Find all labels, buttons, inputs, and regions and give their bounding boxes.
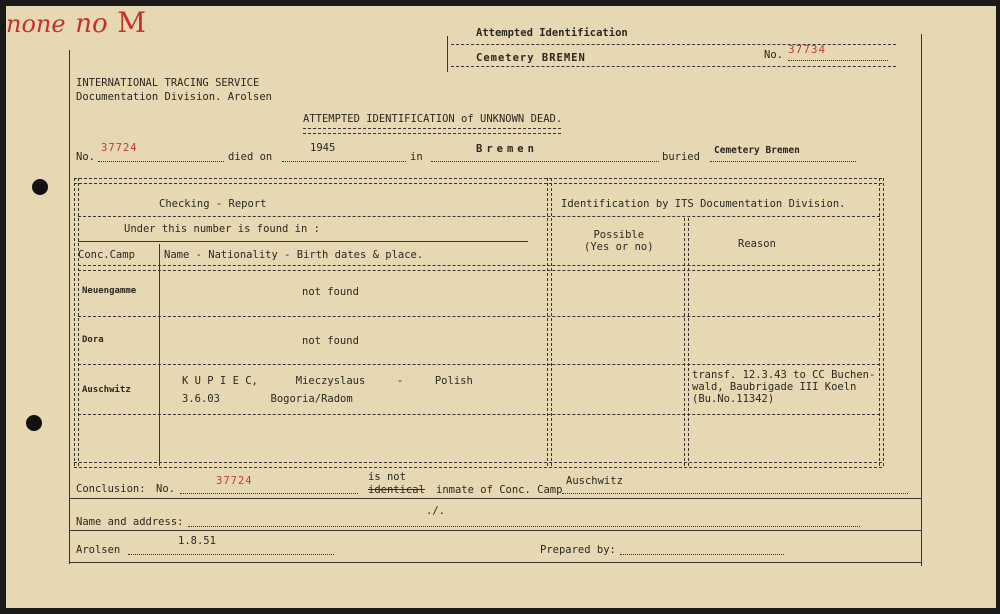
handwritten-none: none [6,10,66,38]
col-camp-header: Conc.Camp [78,249,135,261]
row3-reason-line2: wald, Baubrigade III Koeln [692,381,857,393]
conclusion-label: Conclusion: [76,483,146,495]
checking-header: Checking - Report [159,198,267,210]
table-top-border [74,178,882,184]
row3-rule [78,414,880,415]
name-address-rule [69,530,921,531]
header-rule-2 [451,66,896,67]
left-margin-line [69,50,70,564]
header-box-left [447,36,448,72]
conclusion-camp: Auschwitz [566,475,623,487]
org-line-2: Documentation Division. Arolsen [76,91,272,103]
header-no-label: No. [764,49,783,61]
place-dots [431,161,659,162]
row1-rule [78,316,880,317]
footer-place: Arolsen [76,544,121,556]
row3-reason-line3: (Bu.No.11342) [692,393,775,405]
table-middle-divider [547,178,552,466]
org-line-1: INTERNATIONAL TRACING SERVICE [76,77,260,89]
table-left-border [74,178,79,466]
footer-date: 1.8.51 [178,535,216,547]
place-value: Bremen [476,143,538,155]
footer-date-dots [128,554,334,555]
row1-camp: Neuengamme [82,286,137,296]
header-no-value: 37734 [788,43,827,56]
conclusion-no-value: 37724 [216,475,253,487]
record-no-value: 37724 [101,142,138,154]
prepared-by-label: Prepared by: [540,544,616,556]
footer-rule [69,562,921,563]
conclusion-rule [69,498,921,499]
record-no-dots [98,161,224,162]
table-right-border [879,178,884,466]
identification-header: Identification by ITS Documentation Division. [561,198,846,210]
table-reason-divider [684,218,689,466]
header-line-2: Cemetery BREMEN [476,52,586,64]
header-rule-1 [451,44,896,45]
col-name-header: Name - Nationality - Birth dates & place. [164,249,424,261]
row1-details: not found [302,286,359,298]
punch-hole-bottom [26,415,42,431]
in-label: in [410,151,423,163]
row3-reason-line1: transf. 12.3.43 to CC Buchen- [692,369,876,381]
index-card [6,6,996,608]
title-underline [303,128,561,134]
buried-label: buried [662,151,700,163]
punch-hole-top [32,179,48,195]
row2-rule [78,364,880,365]
table-header-rule [78,216,880,217]
name-address-dots [188,526,860,527]
conclusion-no-label: No. [156,483,175,495]
conclusion-tail: inmate of Conc. Camp [436,484,563,496]
buried-dots [710,161,856,162]
row2-details: not found [302,335,359,347]
row3-details-line1: K U P I E C, Mieczyslaus - Polish [182,375,473,387]
prepared-by-initials: M [117,6,146,39]
died-label: died on [228,151,273,163]
name-address-value: ./. [426,505,445,517]
document-title: ATTEMPTED IDENTIFICATION of UNKNOWN DEAD. [303,113,563,125]
header-no-dots [788,60,888,61]
conclusion-no-dots [180,493,358,494]
buried-value: Cemetery Bremen [714,145,800,156]
row3-details-line2: 3.6.03 Bogoria/Radom [182,393,353,405]
possible-header: Possible (Yes or no) [584,229,654,253]
row2-camp: Dora [82,335,104,345]
found-in-rule [78,241,528,242]
table-bottom-border [74,462,882,468]
record-no-label: No. [76,151,95,163]
column-header-rule [78,265,880,271]
died-value: 1945 [310,142,336,154]
conclusion-identical-struck: identical [368,484,425,496]
conclusion-is-not: is not [368,471,406,483]
found-in-header: Under this number is found in : [124,223,320,235]
prepared-by-dots [620,554,784,555]
reason-header: Reason [738,238,776,250]
conclusion-camp-dots [562,493,908,494]
right-margin-line [921,34,922,566]
row3-possible-handwritten: no [75,9,108,39]
died-dots [282,161,406,162]
name-address-label: Name and address: [76,516,184,528]
row3-camp: Auschwitz [82,385,131,395]
table-camp-divider [159,244,160,466]
header-line-1: Attempted Identification [476,27,628,39]
